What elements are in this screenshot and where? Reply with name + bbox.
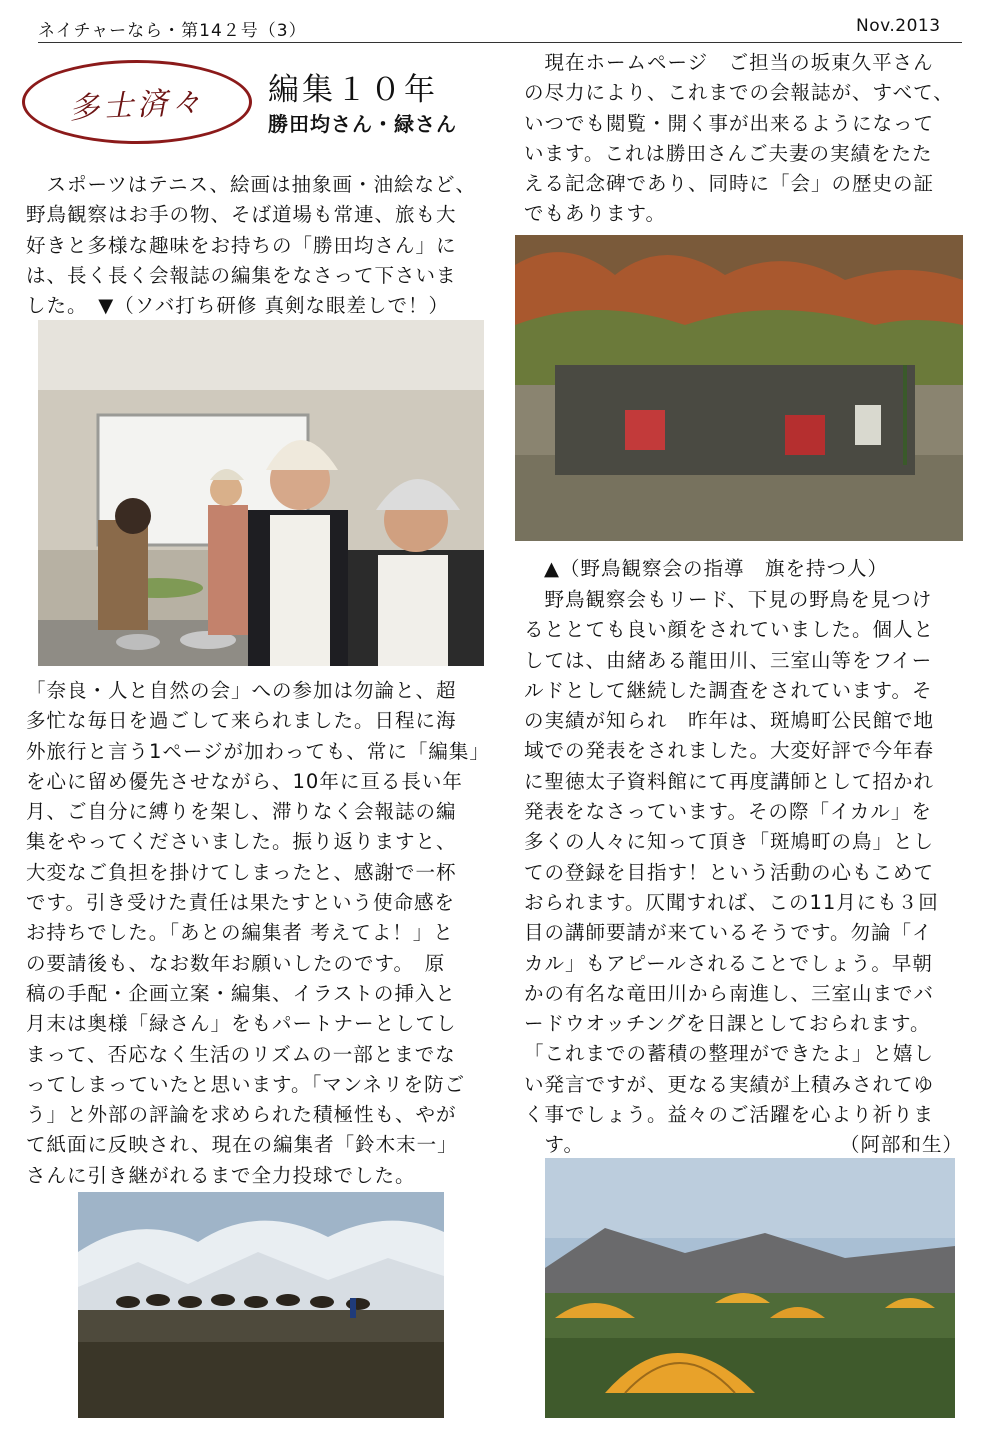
text-line: は、長く長く会報誌の編集をなさって下さいま <box>26 263 457 287</box>
text-line: 稿の手配・企画立案・編集、イラストの挿入と <box>26 981 456 1005</box>
text-line: の尽力により、これまでの会報誌が、すべて、 <box>524 81 954 105</box>
text-line: カル」もアピールされることでしょう。早朝 <box>524 951 933 975</box>
text-line: 「奈良・人と自然の会」への参加は勿論と、超 <box>26 679 457 702</box>
text-line: でもあります。 <box>524 202 666 226</box>
text-line: ードウオッチングを日課としておられます。 <box>524 1012 931 1036</box>
text-line: 大変なご負担を掛けてしまったと、感謝で一杯 <box>26 860 457 884</box>
text-line: 現在ホームページ ご担当の坂東久平さん <box>524 51 934 74</box>
text-line: く事でしょう。益々のご活躍を心より祈りま <box>524 1103 935 1127</box>
intro-paragraph <box>26 170 496 321</box>
group-photo-caption: ▲（野鳥観察会の指導 旗を持つ人） <box>544 557 888 580</box>
article-title: 編集１０年 <box>268 72 438 108</box>
text-line: ルドとして継続した調査をされています。そ <box>524 678 933 702</box>
text-line: う」と外部の評論を求められた積極性も、やが <box>26 1103 457 1127</box>
header-divider <box>38 42 962 43</box>
text-line: 野鳥観察はお手の物、そば道場も常連、旅も大 <box>26 203 457 227</box>
right-body-paragraph <box>524 585 974 1161</box>
text-line: いつでも閲覧・開く事が出来るようになって <box>524 111 935 135</box>
text-line: に聖徳太子資料館にて再度講師として招かれ <box>524 769 935 793</box>
text-line: 集をやってくださいました。振り返りますと、 <box>26 830 457 854</box>
birdwatching-group-photo <box>515 235 963 541</box>
left-body-paragraph <box>26 676 496 1191</box>
right-top-paragraph <box>524 48 974 230</box>
text-line: 月、ご自分に縛りを架し、滞りなく会報誌の編 <box>26 800 457 824</box>
text-line: した。 ▼（ソバ打ち研修 真剣な眼差しで！） <box>26 294 450 318</box>
text-line: ってしまっていたと思います。「マンネリを防ご <box>26 1072 466 1096</box>
text-line: まって、否応なく生活のリズムの一部とまでな <box>26 1042 456 1066</box>
text-line: 域での発表をされました。大変好評で今年春 <box>524 739 935 763</box>
author-signature: （阿部和生） <box>840 1133 964 1156</box>
text-line: しては、由緒ある龍田川、三室山等をフイー <box>524 648 933 672</box>
text-line: ての登録を目指す！という活動の心もこめて <box>524 860 935 884</box>
text-line: さんに引き継がれるまで全力投球でした。 <box>26 1163 416 1187</box>
text-line: 外旅行と言う1ページが加わっても、常に「編集」 <box>26 739 490 763</box>
text-line: 好きと多様な趣味をお持ちの「勝田均さん」に <box>26 233 457 257</box>
text-line: て紙面に反映され、現在の編集者「鈴木末一」 <box>26 1133 458 1157</box>
article-subtitle: 勝田均さん・緑さん <box>268 112 457 136</box>
text-line: です。引き受けた責任は果たすという使命感を <box>26 891 455 915</box>
text-line: お持ちでした。「あとの編集者 考えてよ！」と <box>26 921 454 945</box>
text-line: スポーツはテニス、絵画は抽象画・油絵など、 <box>26 173 477 196</box>
text-line: 野鳥観察会もリード、下見の野鳥を見つけ <box>524 588 933 611</box>
text-line: の要請後も、なお数年お願いしたのです。 原 <box>26 951 446 975</box>
text-line: るととても良い顔をされていました。個人と <box>524 618 935 642</box>
issue-date: Nov.2013 <box>856 16 941 36</box>
camel-caravan-photo <box>78 1192 444 1418</box>
text-line: 多くの人々に知って頂き「斑鳩町の鳥」とし <box>524 830 935 854</box>
text-line: い発言ですが、更なる実績が上積みされてゆ <box>524 1072 935 1096</box>
issue-label: ネイチャーなら・第14２号（3） <box>38 21 307 41</box>
text-line: の実績が知られ 昨年は、斑鳩町公民館で地 <box>524 709 935 733</box>
text-line: 発表をなさっています。その際「イカル」を <box>524 800 932 824</box>
text-line: 目の講師要請が来ているそうです。勿論「イ <box>524 921 933 945</box>
text-line: おられます。仄聞すれば、この11月にも３回 <box>524 890 939 914</box>
text-line: 「これまでの蓄積の整理ができたよ」と嬉し <box>524 1042 935 1066</box>
text-line: 多忙な毎日を過ごして来られました。日程に海 <box>26 709 457 733</box>
text-line: を心に留め優先させながら、10年に亘る長い年 <box>26 769 463 793</box>
text-line: 月末は奥様「緑さん」をもパートナーとしてし <box>26 1012 457 1036</box>
text-line: かの有名な竜田川から南進し、三室山までバ <box>524 981 935 1005</box>
text-line: います。これは勝田さんご夫妻の実績をたた <box>524 141 933 165</box>
section-logo-text: 多士済々 <box>68 84 207 127</box>
text-line: す。 <box>524 1133 584 1157</box>
text-line: える記念碑であり、同時に「会」の歴史の証 <box>524 172 935 196</box>
section-logo <box>22 60 252 144</box>
tent-camp-photo <box>545 1158 955 1418</box>
soba-class-photo <box>38 320 484 666</box>
